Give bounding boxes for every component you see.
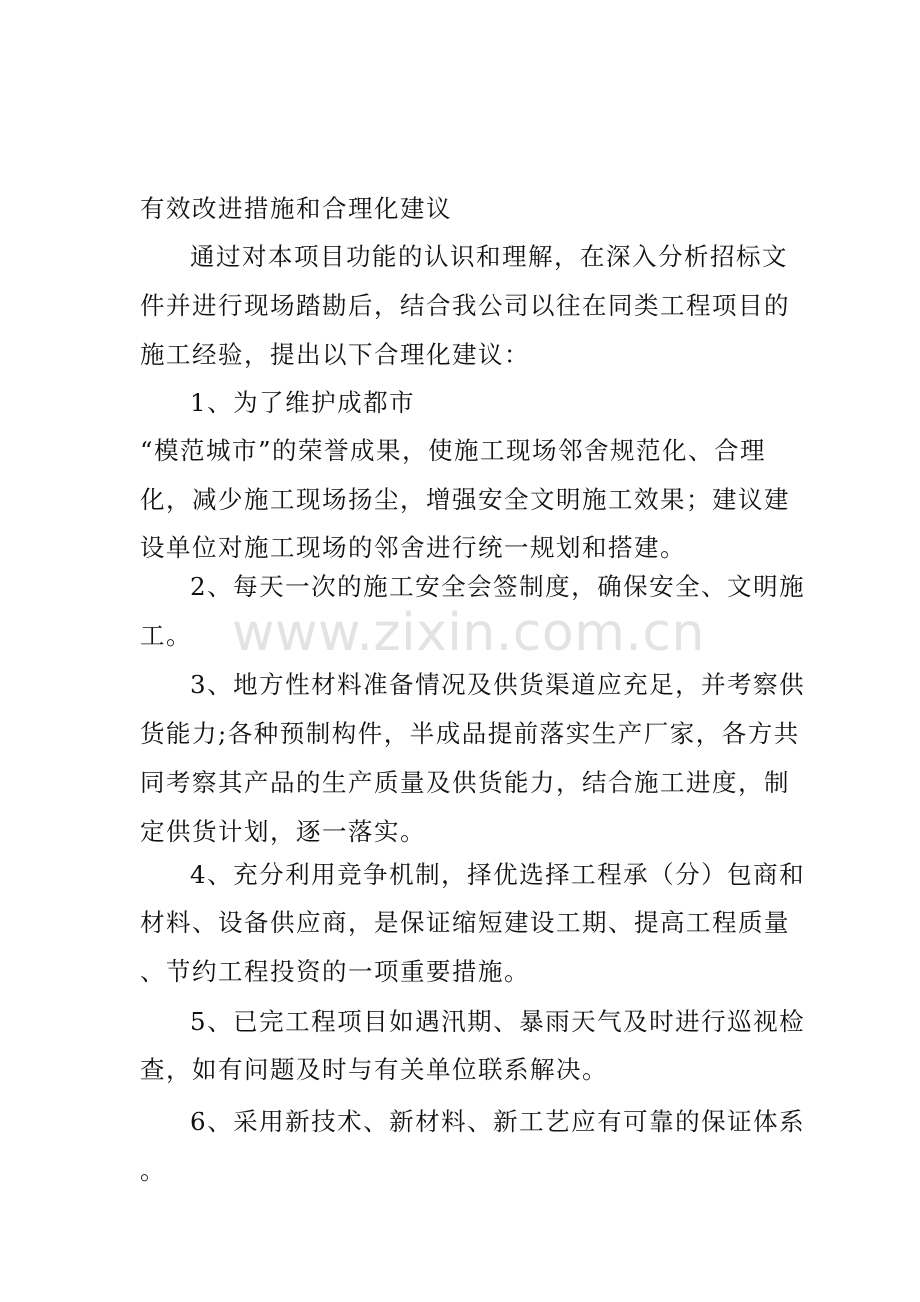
list-item-5-line: 5、已完工程项目如遇汛期、暴雨天气及时进行巡视检 — [190, 1007, 806, 1036]
document-heading: 有效改进措施和合理化建议 — [140, 194, 452, 223]
list-item-4-line: 4、充分利用竞争机制，择优选择工程承（分）包商和 — [190, 860, 806, 889]
list-item-1-line: 设单位对施工现场的邻舍进行统一规划和搭建。 — [140, 533, 686, 562]
paragraph-line: 件并进行现场踏勘后，结合我公司以往在同类工程项目的 — [140, 291, 790, 320]
list-item-3-line: 货能力;各种预制构件，半成品提前落实生产厂家，各方共 — [140, 719, 800, 748]
list-item-6-line: 6、采用新技术、新材料、新工艺应有可靠的保证体系 — [190, 1107, 806, 1136]
paragraph-line: 施工经验，提出以下合理化建议： — [140, 340, 530, 369]
list-item-1-line: “模范城市”的荣誉成果，使施工现场邻舍规范化、合理 — [140, 436, 767, 465]
list-item-2-line: 工。 — [140, 621, 192, 650]
list-item-1-line: 1、为了维护成都市 — [190, 388, 416, 417]
paragraph-line: 通过对本项目功能的认识和理解，在深入分析招标文 — [190, 242, 788, 271]
list-item-5-line: 查，如有问题及时与有关单位联系解决。 — [140, 1055, 608, 1084]
list-item-2-line: 2、每天一次的施工安全会签制度，确保安全、文明施 — [190, 572, 806, 601]
list-item-6-line: 。 — [140, 1156, 166, 1185]
list-item-3-line: 定供货计划，逐一落实。 — [140, 817, 426, 846]
list-item-1-line: 化，减少施工现场扬尘，增强安全文明施工效果；建议建 — [140, 485, 790, 514]
watermark: www.zixin.com.cn — [232, 603, 705, 663]
list-item-3-line: 3、地方性材料准备情况及供货渠道应充足，并考察供 — [190, 670, 806, 699]
list-item-3-line: 同考察其产品的生产质量及供货能力，结合施工进度，制 — [140, 768, 790, 797]
list-item-4-line: 材料、设备供应商，是保证缩短建设工期、提高工程质量 — [140, 908, 790, 937]
list-item-4-line: 、节约工程投资的一项重要措施。 — [140, 957, 530, 986]
